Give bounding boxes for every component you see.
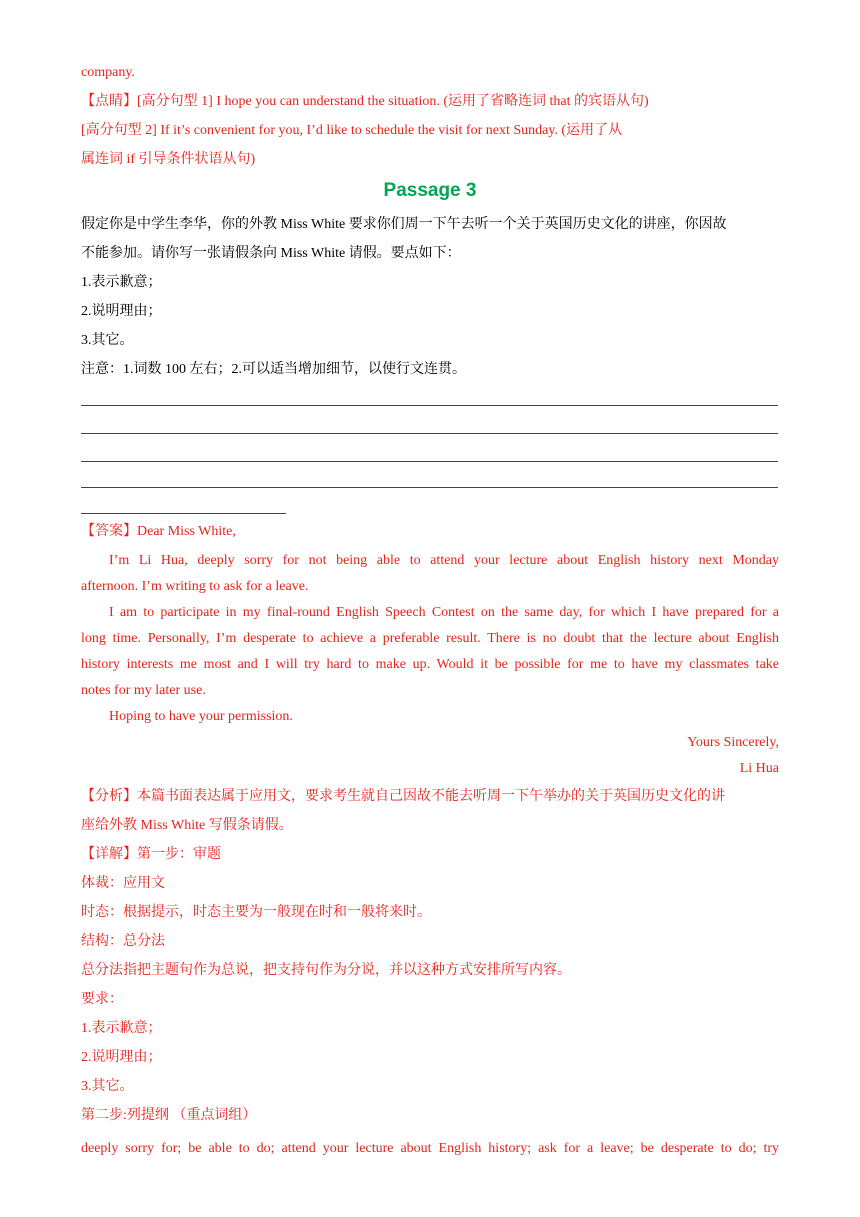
answer-closing: Yours Sincerely, [687,735,779,750]
detail-requirement-point: 1.表示歉意； [81,1021,162,1036]
detail-genre: 体裁：应用文 [81,876,165,891]
answer-paragraph-2-cont: history interests me most and I will try hard to make up. Would it be possible for me to have my classmates take [81,657,779,672]
answer-paragraph-2-cont: notes for my later use. [81,683,206,698]
prompt-point: 2.说明理由； [81,304,162,319]
answer-blank-line [81,461,778,462]
analysis-line: 座给外教 Miss White 写假条请假。 [81,818,293,833]
detail-requirement-point: 2.说明理由； [81,1050,162,1065]
highlight-sentence-2: [高分句型 2] If it’s convenient for you, I’d like to schedule the visit for next Sunday. (运用了从 [81,123,623,138]
answer-paragraph-3: Hoping to have your permission. [109,709,293,724]
highlight-sentence-1: 【点睛】[高分句型 1] I hope you can understand the situation. (运用了省略连词 that 的宾语从句) [81,94,649,109]
answer-blank-line [81,433,778,434]
prompt-point: 3.其它。 [81,333,134,348]
passage-title: Passage 3 [383,180,477,201]
prompt-note: 注意：1.词数 100 左右；2.可以适当增加细节，以使行文连贯。 [81,362,466,377]
text-line: company. [81,65,135,80]
prompt-line: 不能参加。请你写一张请假条向 Miss White 请假。要点如下： [81,246,461,261]
answer-signature: Li Hua [739,761,779,776]
detail-phrases: deeply sorry for; be able to do; attend your lecture about English history; ask for a leave; be desperate to do; try [81,1141,779,1156]
answer-paragraph-2: I am to participate in my final-round English Speech Contest on the same day, for which I have prepared for a [109,605,779,620]
detail-step-2: 第二步:列提纲 （重点词组） [81,1108,257,1123]
answer-blank-line [81,487,778,488]
answer-paragraph-2-cont: long time. Personally, I’m desperate to achieve a preferable result. There is no doubt that the lecture about English [81,631,779,646]
detail-heading: 【详解】第一步：审题 [81,847,221,862]
detail-tense: 时态：根据提示，时态主要为一般现在时和一般将来时。 [81,905,431,920]
answer-paragraph-1: I’m Li Hua, deeply sorry for not being able to attend your lecture about English history next Monday [109,553,779,568]
detail-requirement-point: 3.其它。 [81,1079,134,1094]
detail-structure-note: 总分法指把主题句作为总说，把支持句作为分说，并以这种方式安排所写内容。 [81,963,571,978]
answer-salutation: 【答案】Dear Miss White, [81,524,236,539]
detail-structure: 结构：总分法 [81,934,165,949]
detail-requirements: 要求： [81,992,123,1007]
answer-blank-line [81,405,778,406]
answer-paragraph-1-cont: afternoon. I’m writing to ask for a leave. [81,579,309,594]
prompt-point: 1.表示歉意； [81,275,162,290]
highlight-sentence-2-cont: 属连词 if 引导条件状语从句) [81,152,256,167]
analysis-line: 【分析】本篇书面表达属于应用文，要求考生就自己因故不能去听周一下午举办的关于英国历史文化的讲 [81,789,725,804]
prompt-line: 假定你是中学生李华，你的外教 Miss White 要求你们周一下午去听一个关于英国历史文化的讲座，你因故 [81,217,727,232]
answer-blank-line [81,513,286,514]
